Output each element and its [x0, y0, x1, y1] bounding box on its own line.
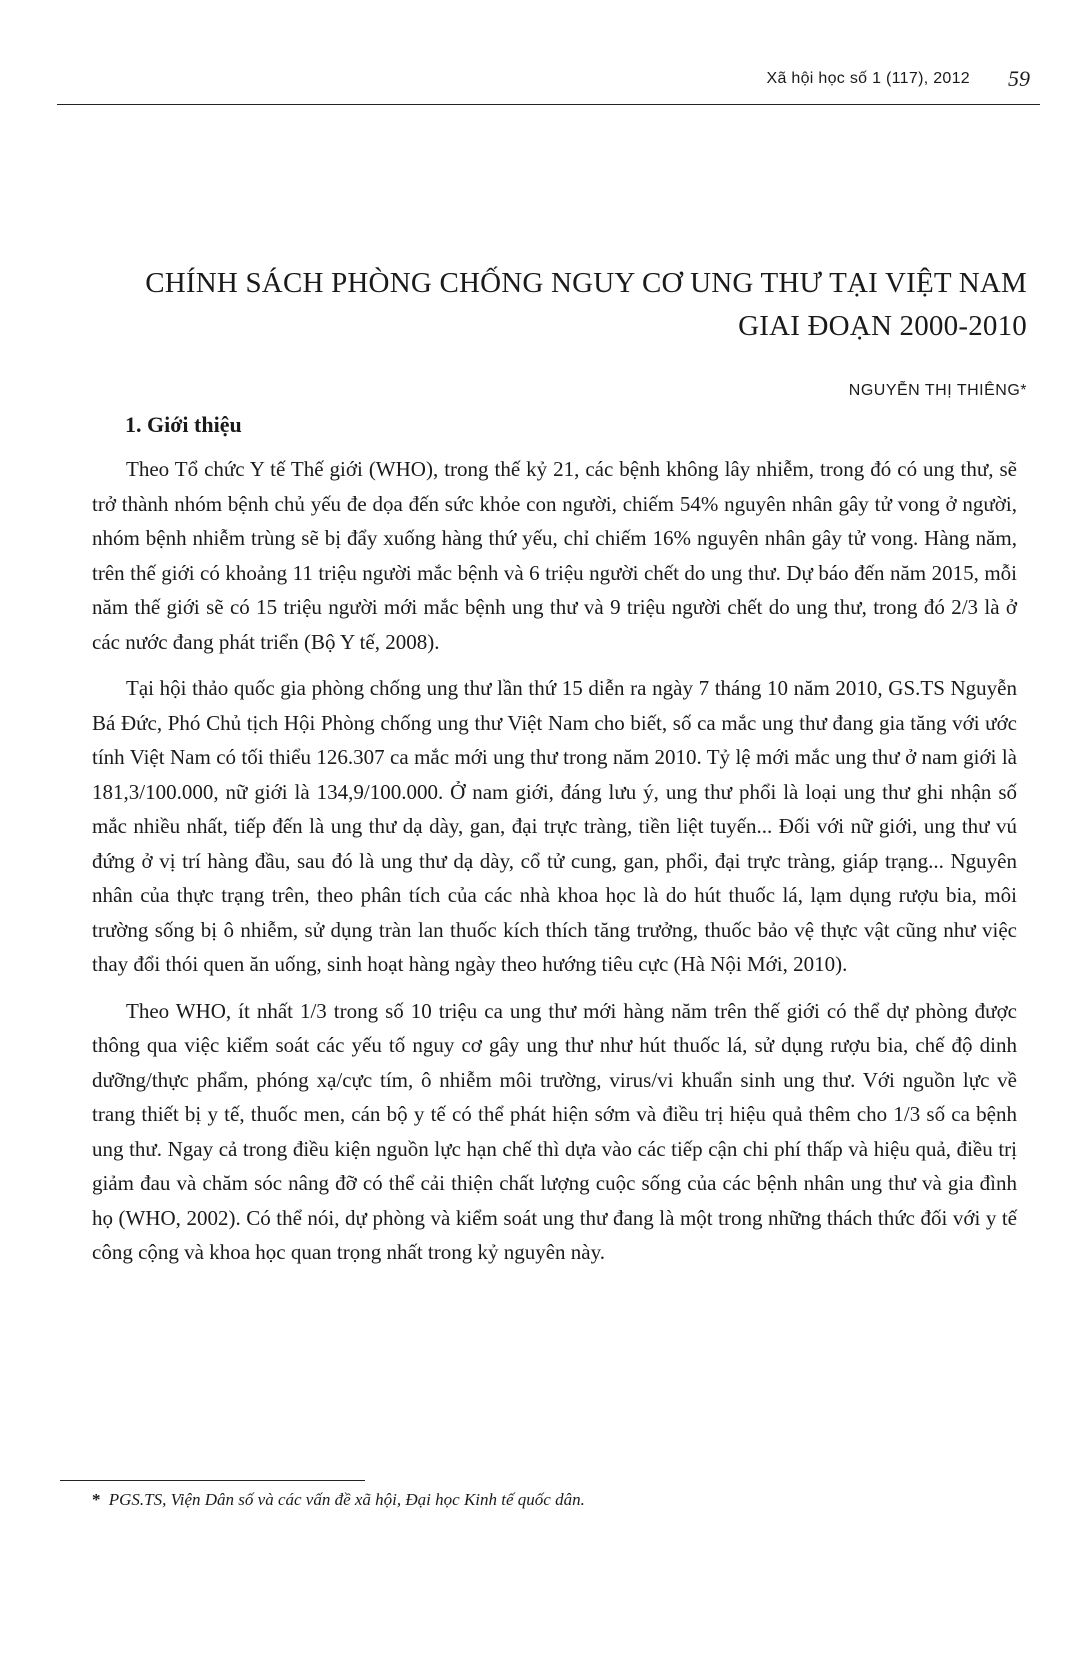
running-header	[57, 60, 1040, 105]
author-name: NGUYỄN THỊ THIÊNG*	[848, 382, 1027, 399]
footnote-divider	[60, 1480, 365, 1481]
article-body	[92, 452, 1017, 1282]
page-number: 59	[1008, 66, 1030, 91]
paragraph-1: Theo Tổ chức Y tế Thế giới (WHO), trong thế kỷ 21, các bệnh không lây nhiễm, trong đó có ung thư, sẽ trở thành nhóm bệnh chủ yếu đe dọa đến sức khỏe con người, chiếm 54% nguyên nhân gây tử vong ở người, nhóm bệnh nhiễm trùng sẽ bị đẩy xuống hàng thứ yếu, chỉ chiếm 16% nguyên nhân gây tử vong. Hàng năm, trên thế giới có khoảng 11 triệu người mắc bệnh và 6 triệu người chết do ung thư. Dự báo đến năm 2015, mỗi năm thế giới sẽ có 15 triệu người mới mắc bệnh ung thư và 9 triệu người chết do ung thư, trong đó 2/3 là ở các nước đang phát triển (Bộ Y tế, 2008).	[92, 457, 1017, 654]
paragraph-2: Tại hội thảo quốc gia phòng chống ung thư lần thứ 15 diễn ra ngày 7 tháng 10 năm 2010, GS.TS Nguyễn Bá Đức, Phó Chủ tịch Hội Phòng chống ung thư Việt Nam cho biết, số ca mắc ung thư đang gia tăng với ước tính Việt Nam có tối thiểu 126.307 ca mắc mới ung thư trong năm 2010. Tỷ lệ mới mắc ung thư ở nam giới là 181,3/100.000, nữ giới là 134,9/100.000. Ở nam giới, đáng lưu ý, ung thư phổi là loại ung thư ghi nhận số mắc nhiều nhất, tiếp đến là ung thư dạ dày, gan, đại trực tràng, tiền liệt tuyến... Đối với nữ giới, ung thư vú đứng ở vị trí hàng đầu, sau đó là ung thư dạ dày, cổ tử cung, gan, phổi, đại trực tràng, giáp trạng... Nguyên nhân của thực trạng trên, theo phân tích của các nhà khoa học là do hút thuốc lá, lạm dụng rượu bia, môi trường sống bị ô nhiễm, sử dụng tràn lan thuốc kích thích tăng trưởng, thuốc bảo vệ thực vật cũng như việc thay đổi thói quen ăn uống, sinh hoạt hàng ngày theo hướng tiêu cực (Hà Nội Mới, 2010).	[92, 676, 1017, 976]
section-heading: 1. Giới thiệu	[125, 412, 242, 437]
journal-info: Xã hội học số 1 (117), 2012	[766, 70, 970, 87]
footnote	[92, 1490, 585, 1510]
article-title: CHÍNH SÁCH PHÒNG CHỐNG NGUY CƠ UNG THƯ TẠI VIỆT NAM GIAI ĐOẠN 2000-2010	[145, 267, 1027, 342]
paragraph-3: Theo WHO, ít nhất 1/3 trong số 10 triệu ca ung thư mới hàng năm trên thế giới có thể dự phòng được thông qua việc kiểm soát các yếu tố nguy cơ gây ung thư như hút thuốc lá, sử dụng rượu bia, chế độ dinh dưỡng/thực phẩm, phóng xạ/cực tím, ô nhiễm môi trường, virus/vi khuẩn sinh ung thư. Với nguồn lực về trang thiết bị y tế, thuốc men, cán bộ y tế có thể phát hiện sớm và điều trị hiệu quả thêm cho 1/3 số ca bệnh ung thư. Ngay cả trong điều kiện nguồn lực hạn chế thì dựa vào các tiếp cận chi phí thấp và hiệu quả, điều trị giảm đau và chăm sóc nâng đỡ có thể cải thiện chất lượng cuộc sống của các bệnh nhân ung thư và gia đình họ (WHO, 2002). Có thể nói, dự phòng và kiểm soát ung thư đang là một trong những thách thức đối với y tế công cộng và khoa học quan trọng nhất trong kỷ nguyên này.	[92, 998, 1017, 1264]
footnote-marker: *	[92, 1490, 101, 1509]
footnote-text: PGS.TS, Viện Dân số và các vấn đề xã hội, Đại học Kinh tế quốc dân.	[108, 1490, 585, 1509]
